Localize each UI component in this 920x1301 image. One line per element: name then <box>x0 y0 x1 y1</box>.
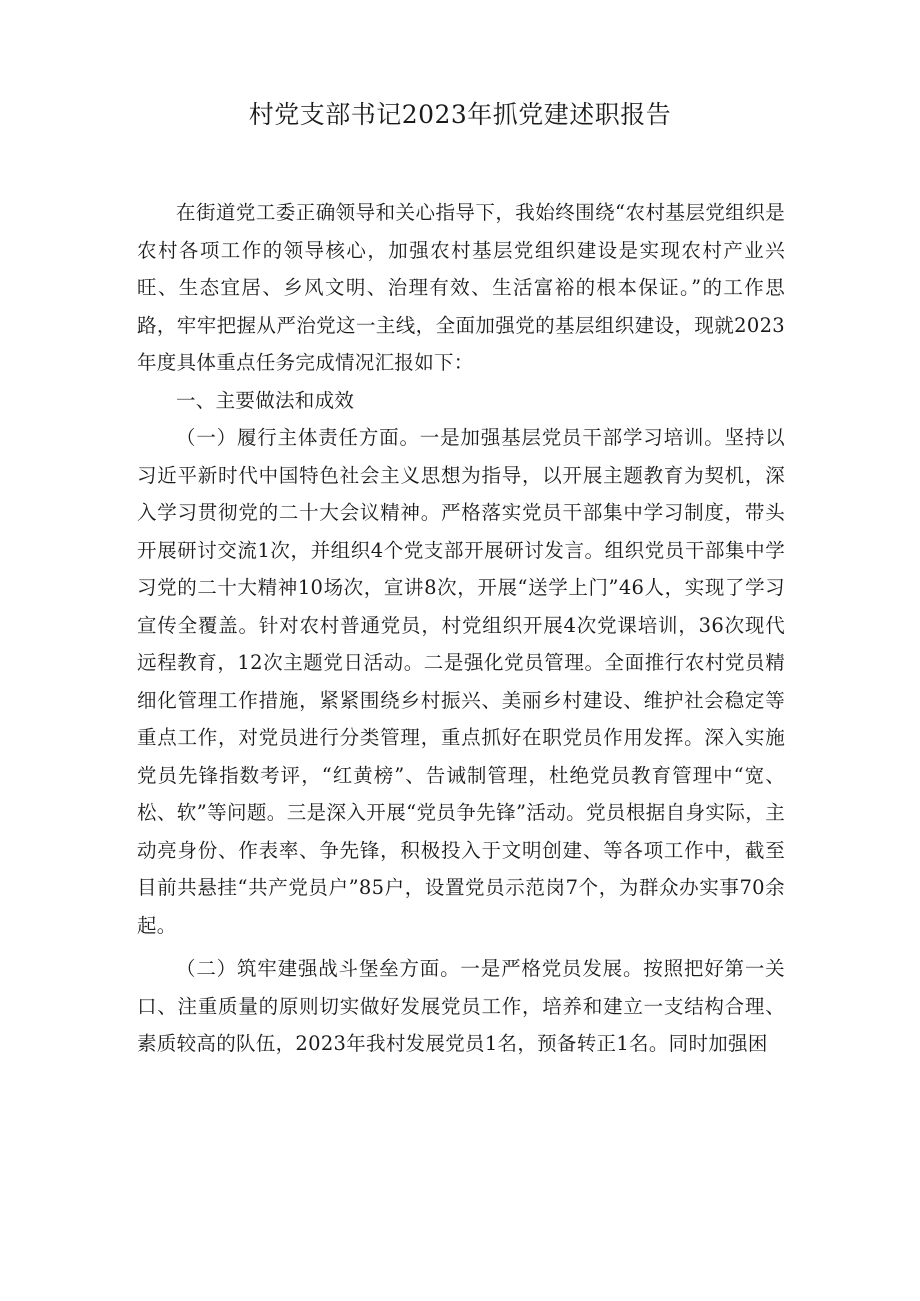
document-title: 村党支部书记2023年抓党建述职报告 <box>248 100 672 129</box>
body-paragraph: （二）筑牢建强战斗堡垒方面。一是严格党员发展。按照把好第一关口、注重质量的原则切实做好发展党员工作，培养和建立一支结构合理、素质较高的队伍，2023年我村发展党员1名，预备转正1名。同时加强困 <box>137 957 785 1055</box>
intro-paragraph: 在街道党工委正确领导和关心指导下，我始终围绕“农村基层党组织是农村各项工作的领导核心，加强农村基层党组织建设是实现农村产业兴旺、生态宜居、乡风文明、治理有效、生活富裕的根本保证。”的工作思路，牢牢把握从严治党这一主线，全面加强党的基层组织建设，现就2023年度具体重点任务完成情况汇报如下： <box>137 201 785 374</box>
body-paragraph: （一）履行主体责任方面。一是加强基层党员干部学习培训。坚持以习近平新时代中国特色社会主义思想为指导，以开展主题教育为契机，深入学习贯彻党的二十大会议精神。严格落实党员干部集中学习制度，带头开展研讨交流1次，并组织4个党支部开展研讨发言。组织党员干部集中学习党的二十大精神10场次，宣讲8次，开展“送学上门”46人，实现了学习宣传全覆盖。针对农村普通党员，村党组织开展4次党课培训，36次现代远程教育，12次主题党日活动。二是强化党员管理。全面推行农村党员精细化管理工作措施，紧紧围绕乡村振兴、美丽乡村建设、维护社会稳定等重点工作，对党员进行分类管理，重点抓好在职党员作用发挥。深入实施党员先锋指数考评，“红黄榜”、告诫制管理，杜绝党员教育管理中“宽、松、软”等问题。三是深入开展“党员争先锋”活动。党员根据自身实际，主动亮身份、作表率、争先锋，积极投入于文明创建、等各项工作中，截至目前共悬挂“共产党员户”85户，设置党员示范岗7个，为群众办实事70余起。 <box>137 426 785 937</box>
document-body <box>137 194 785 1063</box>
section-heading: 一、主要做法和成效 <box>176 388 355 412</box>
